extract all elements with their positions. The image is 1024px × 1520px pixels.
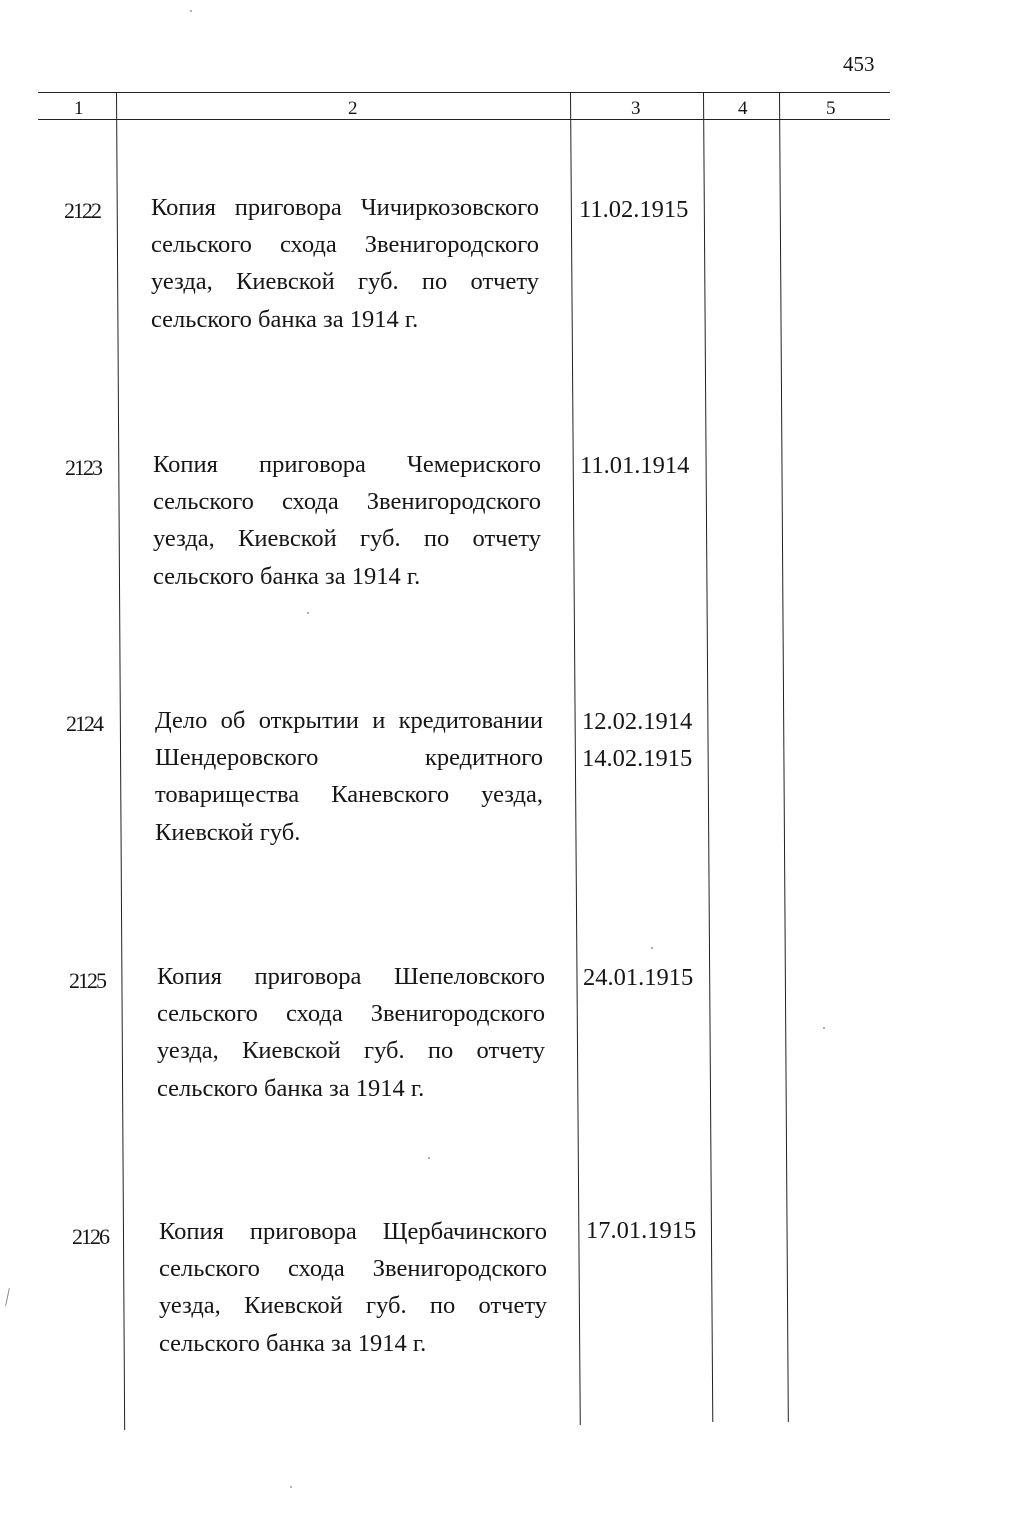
row-number: 2125 — [69, 968, 105, 993]
page-number: 453 — [843, 52, 875, 76]
column-header-1: 1 — [74, 98, 84, 119]
row-number: 2123 — [65, 455, 101, 480]
date-line: 24.01.1915 — [583, 964, 694, 991]
description-line: уезда, Киевской губ. по отчету — [159, 1292, 547, 1320]
row-description — [159, 1213, 547, 1362]
description-line: сельского схода Звенигородского — [159, 1255, 547, 1283]
description-line: сельского схода Звенигородского — [151, 231, 539, 259]
date-line: 17.01.1915 — [586, 1217, 697, 1244]
column-header-5: 5 — [826, 98, 836, 119]
description-line: сельского банка за 1914 г. — [157, 1074, 425, 1102]
row-number: 2126 — [72, 1224, 108, 1249]
row-date — [583, 959, 693, 996]
description-line: сельского схода Звенигородского — [153, 488, 541, 516]
description-line: сельского банка за 1914 г. — [153, 562, 421, 590]
description-line: уезда, Киевской губ. по отчету — [153, 525, 541, 553]
scan-speck — [190, 10, 192, 12]
scan-speck — [428, 1157, 430, 1159]
row-description — [155, 702, 543, 851]
column-header-2: 2 — [348, 98, 358, 119]
row-number: 2122 — [64, 198, 100, 223]
description-line: уезда, Киевской губ. по отчету — [151, 268, 539, 296]
row-description — [153, 446, 541, 595]
row-description — [151, 189, 539, 338]
row-date — [582, 703, 692, 777]
row-number: 2124 — [66, 711, 102, 736]
column-header-3: 3 — [631, 98, 641, 119]
description-line: Киевской губ. — [155, 818, 301, 846]
row-date — [579, 191, 688, 228]
header-top-rule — [38, 92, 890, 93]
description-line: Копия приговора Шепеловского — [157, 963, 545, 990]
description-line: Шендеровского кредитного — [155, 744, 543, 772]
column-rule-1 — [116, 92, 125, 1430]
row-description — [157, 958, 545, 1107]
date-line: 12.02.1914 — [582, 708, 693, 735]
scan-speck — [651, 947, 653, 949]
scan-speck — [290, 1486, 292, 1488]
scan-mark — [5, 1288, 10, 1306]
column-rule-4 — [779, 92, 789, 1422]
column-header-4: 4 — [738, 98, 748, 119]
description-line: Копия приговора Чемериского — [153, 451, 541, 478]
description-line: Копия приговора Чичиркозовского — [151, 194, 539, 221]
row-date — [586, 1212, 696, 1249]
description-line: сельского банка за 1914 г. — [159, 1329, 427, 1357]
column-rule-2 — [570, 92, 581, 1425]
header-bottom-rule — [38, 119, 890, 120]
scan-speck — [307, 612, 309, 614]
description-line: Копия приговора Щербачинского — [159, 1218, 547, 1245]
date-line: 11.01.1914 — [580, 452, 690, 479]
scan-speck — [823, 1027, 825, 1029]
description-line: уезда, Киевской губ. по отчету — [157, 1037, 545, 1065]
date-line: 14.02.1915 — [582, 745, 693, 773]
description-line: Дело об открытии и кредитовании — [155, 707, 543, 734]
row-date — [580, 447, 689, 484]
description-line: сельского схода Звенигородского — [157, 1000, 545, 1028]
description-line: товарищества Каневского уезда, — [155, 781, 543, 809]
description-line: сельского банка за 1914 г. — [151, 305, 419, 333]
date-line: 11.02.1915 — [579, 196, 689, 223]
column-rule-3 — [703, 92, 713, 1422]
